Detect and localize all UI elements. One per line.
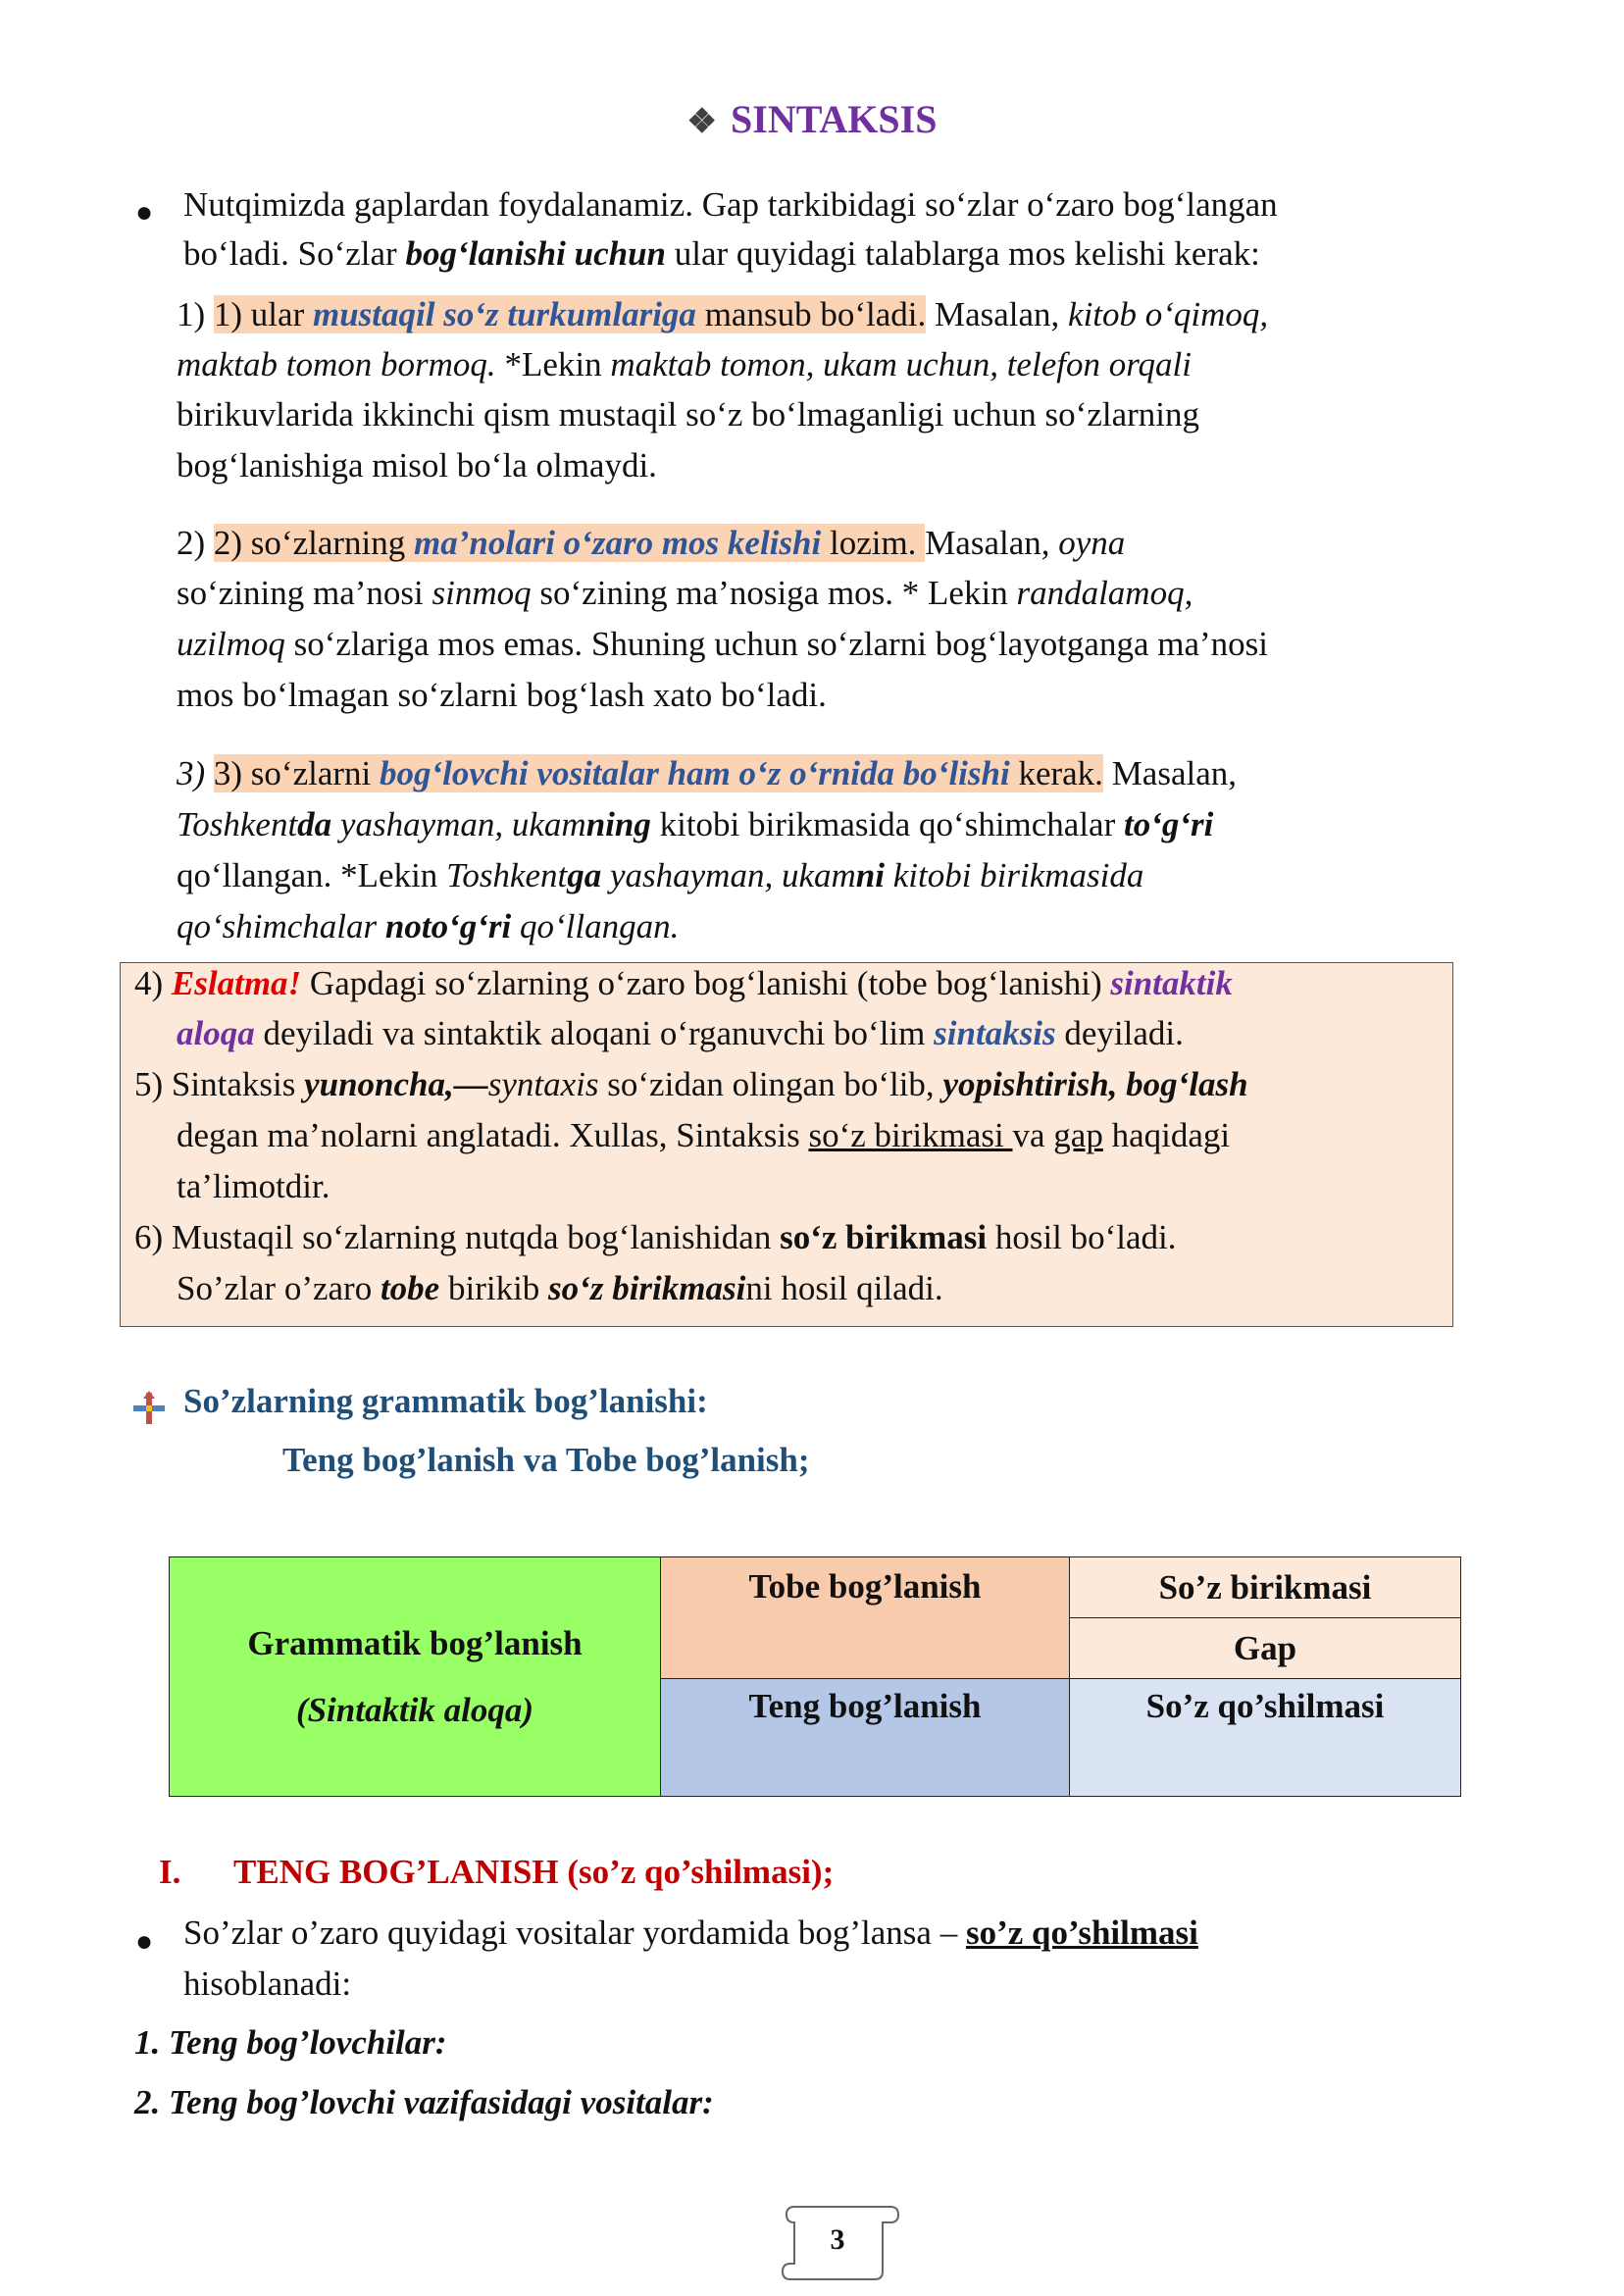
item-2-line-4: mos bo‘lmagan so‘zlarni bog‘lash xato bo‘ladi. — [177, 676, 827, 714]
item-3-line-4: qo‘shimchalar noto‘g‘ri qo‘llangan. — [177, 907, 680, 945]
item-2-line-2: so‘zining ma’nosi sinmoq so‘zining ma’nosiga mos. * Lekin randalamoq, — [177, 574, 1193, 612]
bullet-icon: ● — [135, 196, 154, 229]
table-cell-soz-birikmasi: So’z birikmasi — [1070, 1557, 1461, 1618]
intro-line-2: bo‘ladi. So‘zlar bog‘lanishi uchun ular quyidagi talablarga mos kelishi kerak: — [183, 234, 1260, 273]
page-number: 3 — [830, 2223, 845, 2256]
page-title: ❖ SINTAKSIS — [686, 97, 938, 141]
item-3-line-2: Toshkentda yashayman, ukamning kitobi birikmasida qo‘shimchalar to‘g‘ri — [177, 805, 1214, 843]
item-3-line-1: 3) 3) so‘zlarni bog‘lovchi vositalar ham o‘z o‘rnida bo‘lishi kerak. Masalan, — [177, 754, 1238, 792]
note-6-line-1: 6) Mustaqil so‘zlarning nutqda bog‘lanishidan so‘z birikmasi hosil bo‘ladi. — [134, 1218, 1177, 1256]
note-5-line-1: 5) Sintaksis yunoncha,—syntaxis so‘zidan olingan bo‘lib, yopishtirish, bog‘lash — [134, 1065, 1248, 1103]
item-1-line-2: maktab tomon bormoq. *Lekin maktab tomon, ukam uchun, telefon orqali — [177, 345, 1192, 383]
table-cell-tobe: Tobe bog’lanish — [661, 1557, 1070, 1679]
item-1-line-4: bog‘lanishiga misol bo‘la olmaydi. — [177, 446, 657, 485]
table-cell-soz-qoshilmasi: So’z qo’shilmasi — [1070, 1679, 1461, 1797]
item-1-highlight: 1) ular mustaqil so‘z turkumlariga mansub bo‘ladi. — [213, 295, 927, 333]
item-2-line-1: 2) 2) so‘zlarning ma’nolari o‘zaro mos kelishi lozim. Masalan, oyna — [177, 524, 1126, 562]
part-1-bullet-line-1: So’zlar o’zaro quyidagi vositalar yordamida bog’lansa – so’z qo’shilmasi — [183, 1913, 1198, 1952]
list-item-2: 2. Teng bog’lovchi vazifasidagi vositalar: — [134, 2083, 714, 2121]
item-1-line-3: birikuvlarida ikkinchi qism mustaqil so‘z bo‘lmaganligi uchun so‘zlarning — [177, 395, 1199, 434]
list-item-1: 1. Teng bog’lovchilar: — [134, 2023, 447, 2062]
note-6-line-2: So’zlar o’zaro tobe birikib so‘z birikmasini hosil qiladi. — [177, 1269, 943, 1307]
diamond-bullet-icon: ❖ — [686, 104, 717, 140]
section-heading: So’zlarning grammatik bog’lanishi: — [183, 1382, 708, 1420]
item-3-highlight: 3) so‘zlarni bog‘lovchi vositalar ham o‘z o‘rnida bo‘lishi kerak. — [213, 754, 1103, 792]
section-subheading: Teng bog’lanish va Tobe bog’lanish; — [282, 1441, 810, 1479]
note-4-line-2: aloqa deyiladi va sintaktik aloqani o‘rganuvchi bo‘lim sintaksis deyiladi. — [177, 1014, 1184, 1052]
part-1-title: TENG BOG’LANISH (so’z qo’shilmasi); — [233, 1853, 835, 1891]
item-3-line-3: qo‘llangan. *Lekin Toshkentga yashayman, ukamni kitobi birikmasida — [177, 856, 1144, 894]
grammar-table — [169, 1556, 1461, 1797]
table-cell-main: Grammatik bog’lanish (Sintaktik aloqa) — [170, 1557, 661, 1797]
part-1-bullet-line-2: hisoblanadi: — [183, 1964, 352, 2003]
bullet-icon: ● — [135, 1925, 154, 1958]
item-1-line-1: 1) 1) ular mustaqil so‘z turkumlariga mansub bo‘ladi. Masalan, kitob o‘qimoq, — [177, 295, 1269, 333]
item-2-line-3: uzilmoq so‘zlariga mos emas. Shuning uchun so‘zlarni bog‘layotganga ma’nosi — [177, 625, 1268, 663]
intro-line-1: Nutqimizda gaplardan foydalanamiz. Gap tarkibidagi so‘zlar o‘zaro bog‘langan — [183, 185, 1278, 224]
plus-marker-icon — [131, 1391, 167, 1426]
table-cell-gap: Gap — [1070, 1618, 1461, 1679]
plus-marker-icon-svg — [131, 1391, 167, 1426]
note-5-line-2: degan ma’nolarni anglatadi. Xullas, Sintaksis so‘z birikmasi va gap haqidagi — [177, 1116, 1231, 1154]
note-5-line-3: ta’limotdir. — [177, 1167, 330, 1205]
item-2-highlight: 2) so‘zlarning ma’nolari o‘zaro mos kelishi lozim. — [213, 524, 926, 562]
part-1-number: I. — [159, 1853, 181, 1891]
note-4-line-1: 4) Eslatma! Gapdagi so‘zlarning o‘zaro bog‘lanishi (tobe bog‘lanishi) sintaktik — [134, 964, 1233, 1002]
table-cell-teng: Teng bog’lanish — [661, 1679, 1070, 1797]
